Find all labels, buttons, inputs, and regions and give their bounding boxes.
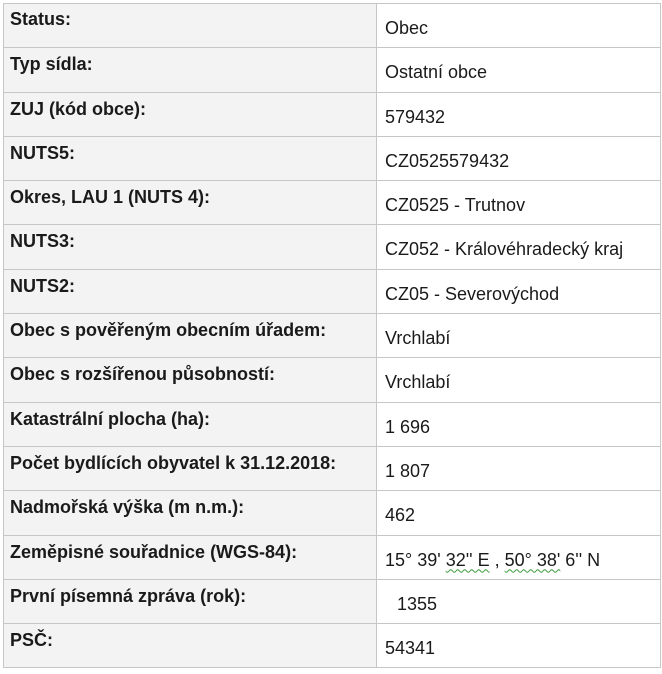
table-row [4,92,661,136]
table-row [4,358,661,402]
row-value-status: Obec [377,4,661,48]
table-row [4,402,661,446]
table-row [4,624,661,668]
municipality-info-table [3,3,661,668]
row-value-nuts2: CZ05 - Severovýchod [377,269,661,313]
row-label-plocha: Katastrální plocha (ha): [4,402,377,446]
row-label-psc: PSČ: [4,624,377,668]
table-row [4,535,661,579]
row-value-vyska: 462 [377,491,661,535]
row-value-zuj: 579432 [377,92,661,136]
table-row [4,48,661,92]
row-value-pisemna-zprava: 1355 [377,579,661,623]
table-row [4,314,661,358]
row-label-nuts2: NUTS2: [4,269,377,313]
table-row [4,136,661,180]
row-value-obyvatele: 1 807 [377,446,661,490]
coord-part-underlined: 50° 38' [504,549,561,570]
table-row [4,491,661,535]
row-label-souradnice: Zeměpisné souřadnice (WGS-84): [4,535,377,579]
row-value-okres: CZ0525 - Trutnov [377,181,661,225]
row-label-nuts3: NUTS3: [4,225,377,269]
row-label-nuts5: NUTS5: [4,136,377,180]
row-label-pisemna-zprava: První písemná zpráva (rok): [4,579,377,623]
coord-part: , [489,549,505,570]
table-row [4,579,661,623]
coord-part: 6'' N [560,549,601,570]
row-value-orp: Vrchlabí [377,358,661,402]
table-row [4,4,661,48]
row-value-souradnice [377,535,661,579]
row-label-zuj: ZUJ (kód obce): [4,92,377,136]
coord-part-underlined: 32'' E [445,549,490,570]
row-label-vyska: Nadmořská výška (m n.m.): [4,491,377,535]
row-value-psc: 54341 [377,624,661,668]
row-value-plocha: 1 696 [377,402,661,446]
row-label-orp: Obec s rozšířenou působností: [4,358,377,402]
row-value-nuts5: CZ0525579432 [377,136,661,180]
row-value-nuts3: CZ052 - Královéhradecký kraj [377,225,661,269]
coord-part: 15° 39' [385,549,446,570]
row-value-poverena-obec: Vrchlabí [377,314,661,358]
row-value-typ-sidla: Ostatní obce [377,48,661,92]
table-row [4,225,661,269]
table-row [4,269,661,313]
table-row [4,181,661,225]
row-label-obyvatele: Počet bydlících obyvatel k 31.12.2018: [4,446,377,490]
row-label-typ-sidla: Typ sídla: [4,48,377,92]
table-row [4,446,661,490]
row-label-poverena-obec: Obec s pověřeným obecním úřadem: [4,314,377,358]
row-label-status: Status: [4,4,377,48]
row-label-okres: Okres, LAU 1 (NUTS 4): [4,181,377,225]
